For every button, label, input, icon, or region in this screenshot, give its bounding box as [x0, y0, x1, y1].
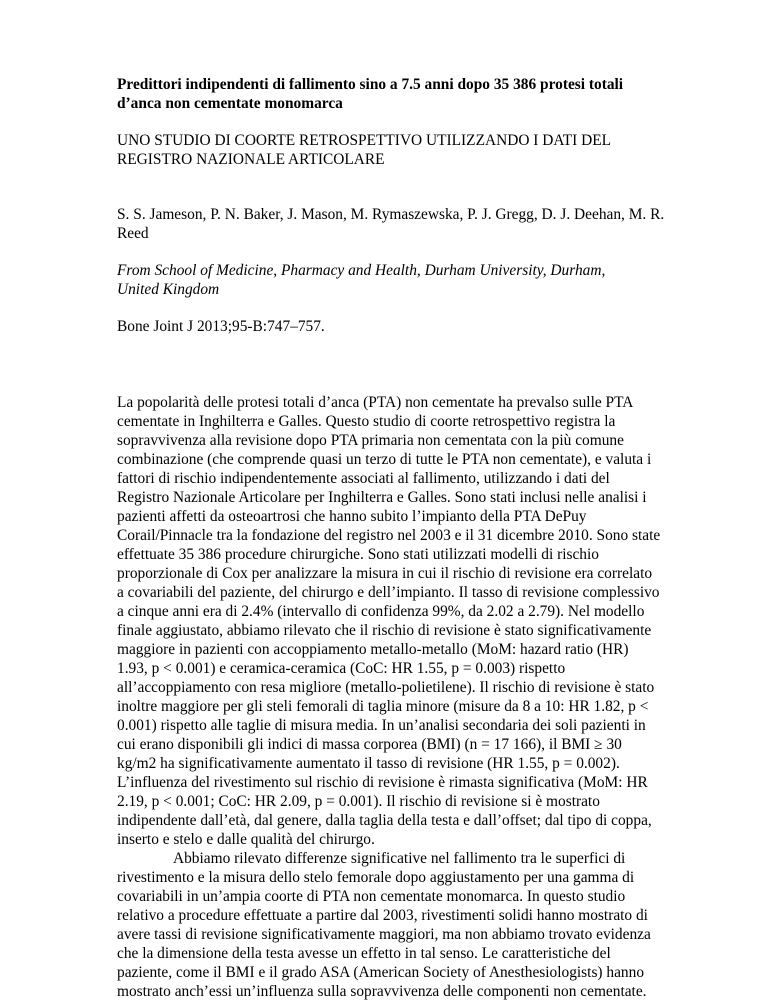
- author-list: S. S. Jameson, P. N. Baker, J. Mason, M. Rymaszewska, P. J. Gregg, D. J. Deehan, M. R. Reed: [117, 206, 665, 242]
- abstract: [117, 393, 662, 1001]
- article-subtitle: UNO STUDIO DI COORTE RETROSPETTIVO UTILIZZANDO I DATI DEL REGISTRO NAZIONALE ARTICOLARE: [117, 132, 611, 168]
- journal-citation: Bone Joint J 2013;95-B:747–757.: [117, 318, 325, 335]
- affiliation: From School of Medicine, Pharmacy and Health, Durham University, Durham, United Kingdom: [117, 262, 606, 298]
- abstract-paragraph-1: La popolarità delle protesi totali d’anca (PTA) non cementate ha prevalso sulle PTA cementate in Inghilterra e Galles. Questo studio di coorte retrospettivo registra la sopravvivenza alla revisione dopo PTA primaria non cementata con la più comune combinazione (che comprende quasi un terzo di tutte le PTA non cementate), e valuta i fattori di rischio indipendentemente associati al fallimento, utilizzando i dati del Registro Nazionale Articolare per Inghilterra e Galles. Sono stati inclusi nelle analisi i pazienti affetti da osteoartrosi che hanno subito l’impianto della PTA DePuy Corail/Pinnacle tra la fondazione del registro nel 2003 e il 31 dicembre 2010. Sono state effettuate 35 386 procedure chirurgiche. Sono stati utilizzati modelli di rischio proporzionale di Cox per analizzare la misura in cui il rischio di revisione era correlato a covariabili del paziente, del chirurgo e dell’impianto. Il tasso di revisione complessivo a cinque anni era di 2.4% (intervallo di confidenza 99%, da 2.02 a 2.79). Nel modello finale aggiustato, abbiamo rilevato che il rischio di revisione è stato significativamente maggiore in pazienti con accoppiamento metallo-metallo (MoM: hazard ratio (HR) 1.93, p < 0.001) e ceramica-ceramica (CoC: HR 1.55, p = 0.003) rispetto all’accoppiamento con resa migliore (metallo-polietilene). Il rischio di revisione è stato inoltre maggiore per gli steli femorali di taglia minore (misure da 8 a 10: HR 1.82, p < 0.001) rispetto alle taglie di misura media. In un’analisi secondaria dei soli pazienti in cui erano disponibili gli indici di massa corporea (BMI) (n = 17 166), il BMI ≥ 30 kg/m2 ha significativamente aumentato il tasso di revisione (HR 1.55, p = 0.002). L’influenza del rivestimento sul rischio di revisione è rimasta significativa (MoM: HR 2.19, p < 0.001; CoC: HR 2.09, p = 0.001). Il rischio di revisione si è mostrato indipendente dall’età, dal genere, dalla taglia della testa e dall’offset; dal tipo di coppa, inserto e stelo e dalle qualità del chirurgo.: [117, 394, 661, 848]
- article-title: Predittori indipendenti di fallimento sino a 7.5 anni dopo 35 386 protesi totali d’anca non cementate monomarca: [117, 76, 624, 112]
- abstract-paragraph-2: Abbiamo rilevato differenze significative nel fallimento tra le superfici di rivestimento e la misura dello stelo femorale dopo aggiustamento per una gamma di covariabili in un’ampia coorte di PTA non cementate monomarca. In questo studio relativo a procedure effettuate a partire dal 2003, rivestimenti solidi hanno mostrato di avere tassi di revisione significativamente maggiori, ma non abbiamo trovato evidenza che la dimensione della testa avesse un effetto in tal senso. Le caratteristiche del paziente, come il BMI e il grado ASA (American Society of Anesthesiologists) hanno mostrato anch’essi un’influenza sulla sopravvivenza delle componenti non cementate.: [117, 850, 651, 1000]
